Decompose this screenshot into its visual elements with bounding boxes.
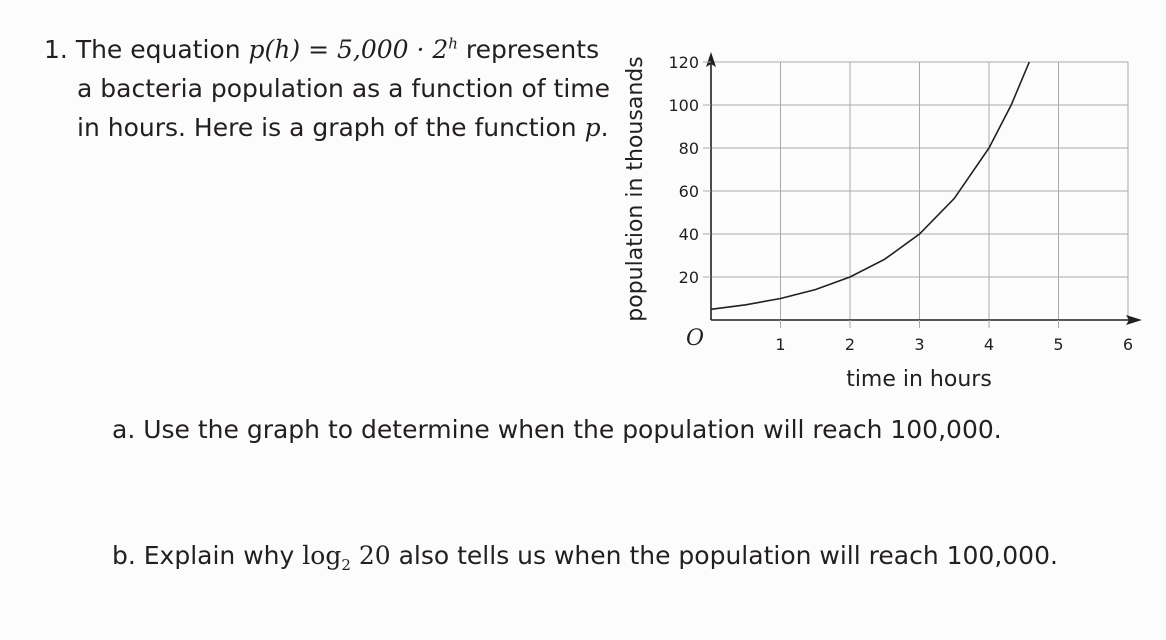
y-tick-label-20: 20: [678, 268, 699, 287]
problem-number: 1.: [44, 35, 68, 64]
x-tick-label-1: 1: [775, 335, 786, 354]
function-name: p: [584, 113, 601, 142]
exponential-curve: [711, 62, 1029, 309]
part-b-text-end: also tells us when the population will reach 100,000.: [398, 541, 1058, 570]
y-tick-label-120: 120: [668, 53, 699, 72]
chart-tick-labels: [668, 53, 1133, 354]
y-tick-label-60: 60: [678, 182, 699, 201]
problem-line-3-period: .: [600, 113, 609, 142]
log-base: 2: [341, 556, 351, 574]
log-argument: 20: [358, 541, 391, 570]
origin-label: O: [686, 326, 705, 351]
problem-line-3-text: in hours. Here is a graph of the function: [77, 113, 577, 142]
x-tick-label-4: 4: [983, 335, 995, 354]
chart-axes: [706, 52, 1142, 325]
x-tick-label-2: 2: [844, 335, 856, 354]
log-expression: [302, 541, 391, 574]
equation-lhs: p(h) = 5,000 · 2: [248, 35, 449, 64]
part-a-question: a. Use the graph to determine when the population will reach 100,000.: [112, 415, 1002, 444]
x-tick-label-3: 3: [914, 335, 925, 354]
problem-line-2: a bacteria population as a function of time: [77, 74, 611, 103]
x-tick-label-5: 5: [1053, 335, 1064, 354]
problem-represents-text: represents: [465, 35, 600, 64]
y-tick-label-40: 40: [678, 225, 699, 244]
chart-grid: [711, 62, 1128, 320]
y-tick-label-80: 80: [678, 139, 699, 158]
y-axis-title: population in thousands: [623, 56, 648, 322]
log-function: log: [302, 541, 342, 570]
part-b-text-start: b. Explain why: [112, 541, 295, 570]
equation-exponent: h: [448, 34, 458, 53]
x-tick-label-6: 6: [1122, 335, 1134, 354]
problem-intro-text: The equation: [75, 35, 241, 64]
x-axis-title: time in hours: [846, 367, 992, 392]
y-tick-label-100: 100: [668, 96, 699, 115]
part-b-question: [112, 538, 1058, 574]
